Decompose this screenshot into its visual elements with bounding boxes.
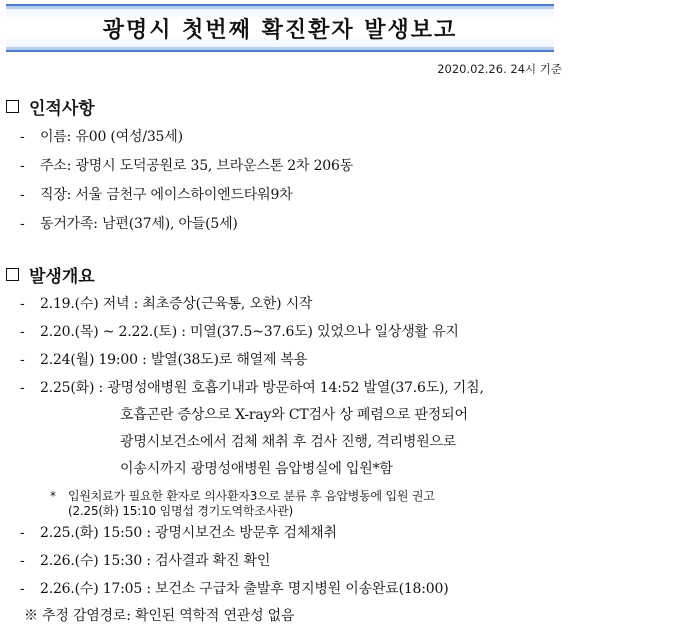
item-text: 2.25.(화) 15:50 : 광명시보건소 방문후 검체채취 [40, 525, 337, 541]
item-text: 2.24(월) 19:00 : 발열(38도)로 해열제 복용 [40, 352, 308, 368]
dash-marker: - [20, 324, 25, 340]
document-title: 광명시 첫번째 확진환자 발생보고 [102, 17, 458, 43]
section-title: 인적사항 [29, 99, 95, 119]
item-text: 직장: 서울 금천구 에이스하이엔드타워9차 [40, 187, 293, 203]
list-item [20, 155, 353, 175]
continuation-line: 호흡곤란 증상으로 X-ray와 CT검사 상 폐렴으로 판정되어 [120, 407, 468, 423]
title-banner [6, 4, 554, 52]
footnote-mark: * [50, 489, 56, 503]
footnote-text: 입원치료가 필요한 환자로 의사환자3으로 분류 후 음압병동에 입원 권고 [68, 489, 435, 503]
item-text: 동거가족: 남편(37세), 아들(5세) [40, 216, 238, 232]
list-item [20, 550, 270, 570]
list-item [20, 349, 307, 369]
item-text: 이름: 유00 (여성/35세) [40, 129, 183, 145]
dash-marker: - [20, 296, 25, 312]
item-text: 2.19.(수) 저녁 : 최초증상(근육통, 오한) 시작 [40, 296, 313, 312]
section-heading-personal [6, 94, 95, 119]
continuation-line: 이송시까지 광명성애병원 음압병실에 입원*함 [120, 461, 393, 477]
dash-marker: - [20, 129, 25, 145]
report-date: 2020.02.26. 24시 기준 [437, 62, 562, 76]
list-item [20, 213, 238, 233]
list-item [20, 321, 459, 341]
remark: ※ 추정 감염경로: 확인된 역학적 연관성 없음 [24, 608, 295, 624]
section-heading-overview [6, 262, 95, 287]
checkbox-icon [6, 268, 19, 281]
list-item [20, 184, 292, 204]
list-item [20, 522, 337, 542]
item-text: 2.20.(목) ~ 2.22.(토) : 미열(37.5~37.6도) 있었으나 일상생활 유지 [40, 324, 459, 340]
item-text: 2.25(화) : 광명성애병원 호흡기내과 방문하여 14:52 발열(37.6도), 기침, [40, 380, 484, 396]
list-item [20, 293, 312, 313]
dash-marker: - [20, 380, 25, 396]
list-item [20, 377, 484, 397]
checkbox-icon [6, 100, 19, 113]
dash-marker: - [20, 525, 25, 541]
list-item [20, 126, 183, 146]
dash-marker: - [20, 158, 25, 174]
dash-marker: - [20, 216, 25, 232]
continuation-line: 광명시보건소에서 검체 채취 후 검사 진행, 격리병원으로 [120, 434, 457, 450]
list-item [20, 578, 448, 598]
section-title: 발생개요 [29, 267, 95, 287]
footnote-source: (2.25(화) 15:10 임명섭 경기도역학조사관) [68, 504, 293, 518]
dash-marker: - [20, 187, 25, 203]
item-text: 주소: 광명시 도덕공원로 35, 브라운스톤 2차 206동 [40, 158, 354, 174]
item-text: 2.26.(수) 17:05 : 보건소 구급차 출발후 명지병원 이송완료(18:00) [40, 581, 449, 597]
dash-marker: - [20, 553, 25, 569]
item-text: 2.26.(수) 15:30 : 검사결과 확진 확인 [40, 553, 271, 569]
dash-marker: - [20, 581, 25, 597]
dash-marker: - [20, 352, 25, 368]
